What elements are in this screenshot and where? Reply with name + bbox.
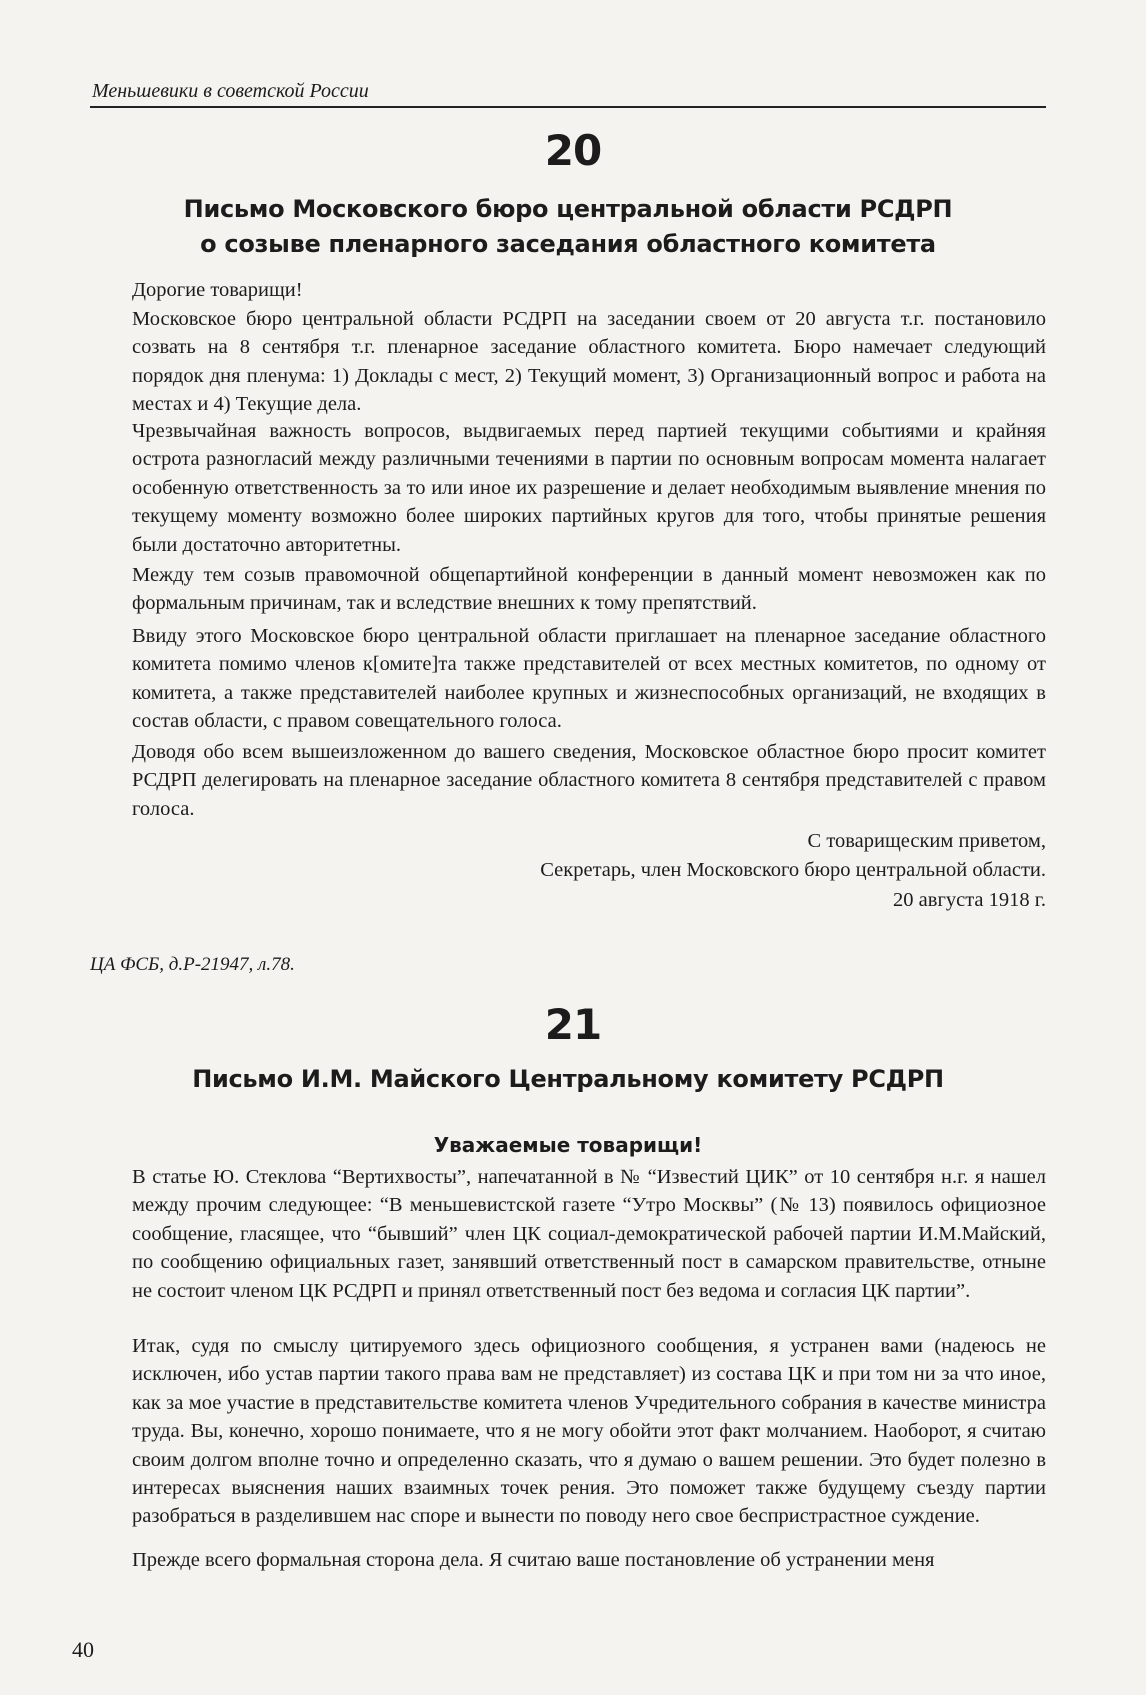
document-20-paragraph-2-text: Чрезвычайная важность вопросов, выдвигаемых перед партией текущими событиями и крайняя острота разногласий между различными течениями в партии по основным вопросам момента налагает особенную ответственность за то или иное их разрешение и делает необходимым выявление мнения по текущему моменту возможно более широких партийных кругов для того, чтобы принятые решения были достаточно авторитетны. (132, 420, 1046, 556)
document-21-title: Письмо И.М. Майского Центральному комитету РСДРП (192, 1065, 944, 1093)
header-rule (90, 106, 1046, 108)
document-21-paragraph-1 (132, 1163, 1046, 1305)
archive-reference: ЦА ФСБ, д.Р-21947, л.78. (90, 954, 295, 975)
document-20-date: 20 августа 1918 г. (893, 889, 1046, 911)
document-20-paragraph-5-text: Доводя обо всем вышеизложенном до вашего сведения, Московское областное бюро просит комитет РСДРП делегировать на пленарное заседание областного комитета 8 сентября представителей с правом голоса. (132, 741, 1046, 820)
document-20-paragraph-4-text: Ввиду этого Московское бюро центральной области приглашает на пленарное заседание областного комитета помимо членов к[омите]та также представителей от всех местных комитетов, по одному от комитета, а также представителей наиболее крупных и жизнеспособных организаций, не входящих в состав области, с правом совещательного голоса. (132, 625, 1046, 733)
document-20-title-line-2: о созыве пленарного заседания областного комитета (200, 230, 936, 258)
page-number: 40 (72, 1637, 94, 1662)
document-20-paragraph-2 (132, 417, 1046, 559)
document-21-paragraph-3-text: Прежде всего формальная сторона дела. Я считаю ваше постановление об устранении меня (132, 1549, 935, 1571)
running-head: Меньшевики в советской России (92, 80, 369, 102)
document-20-paragraph-3-text: Между тем созыв правомочной общепартийной конференции в данный момент невозможен как по формальным причинам, так и вследствие внешних к тому препятствий. (132, 564, 1046, 615)
document-21-paragraph-3 (132, 1546, 1046, 1574)
document-20-paragraph-1-text: Московское бюро центральной области РСДРП на заседании своем от 20 августа т.г. постановило созвать на 8 сентября т.г. пленарное заседание областного комитета. Бюро намечает следующий порядок дня пленума: 1) Доклады с мест, 2) Текущий момент, 3) Организационный вопрос и работа на местах и 4) Текущие дела. (132, 308, 1046, 416)
document-21-paragraph-2 (132, 1332, 1046, 1531)
document-20-closing: С товарищеским приветом, (807, 830, 1046, 852)
document-20-salutation: Дорогие товарищи! (132, 279, 303, 301)
document-21-salutation: Уважаемые товарищи! (433, 1133, 703, 1157)
document-number-21: 21 (544, 1000, 602, 1049)
document-number-20: 20 (544, 126, 602, 175)
document-20-paragraph-1 (132, 305, 1046, 419)
document-20-paragraph-3 (132, 561, 1046, 618)
document-21-paragraph-1-text: В статье Ю. Стеклова “Вертихвосты”, напечатанной в № “Известий ЦИК” от 10 сентября н.г. я нашел между прочим следующее: “В меньшевистской газете “Утро Москвы” (№ 13) появилось официозное сообщение, гласящее, что “бывший” член ЦК социал-демократической рабочей партии И.М.Майский, по сообщению официальных газет, занявший ответственный пост в самарском правительстве, отныне не состоит членом ЦК РСДРП и принял ответственный пост без ведома и согласия ЦК партии”. (132, 1166, 1046, 1302)
document-21-paragraph-2-text: Итак, судя по смыслу цитируемого здесь официозного сообщения, я устранен вами (надеюсь не исключен, ибо устав партии такого права вам не представляет) из состава ЦК и при том ни за что иное, как за мое участие в представительстве комитета членов Учредительного собрания в качестве министра труда. Вы, конечно, хорошо понимаете, что я не могу обойти этот факт молчанием. Наоборот, я считаю своим долгом вполне точно и определенно сказать, что я думаю о вашем решении. Это будет полезно в интересах выяснения наших взаимных точек рения. Это поможет также будущему съезду партии разобраться в разделившем нас споре и вынести по поводу него свое беспристрастное суждение. (132, 1335, 1046, 1528)
document-20-paragraph-4 (132, 622, 1046, 736)
document-20-paragraph-5 (132, 738, 1046, 823)
document-20-title-line-1: Письмо Московского бюро центральной области РСДРП (183, 195, 953, 223)
document-20-signature: Секретарь, член Московского бюро центральной области. (540, 859, 1046, 881)
